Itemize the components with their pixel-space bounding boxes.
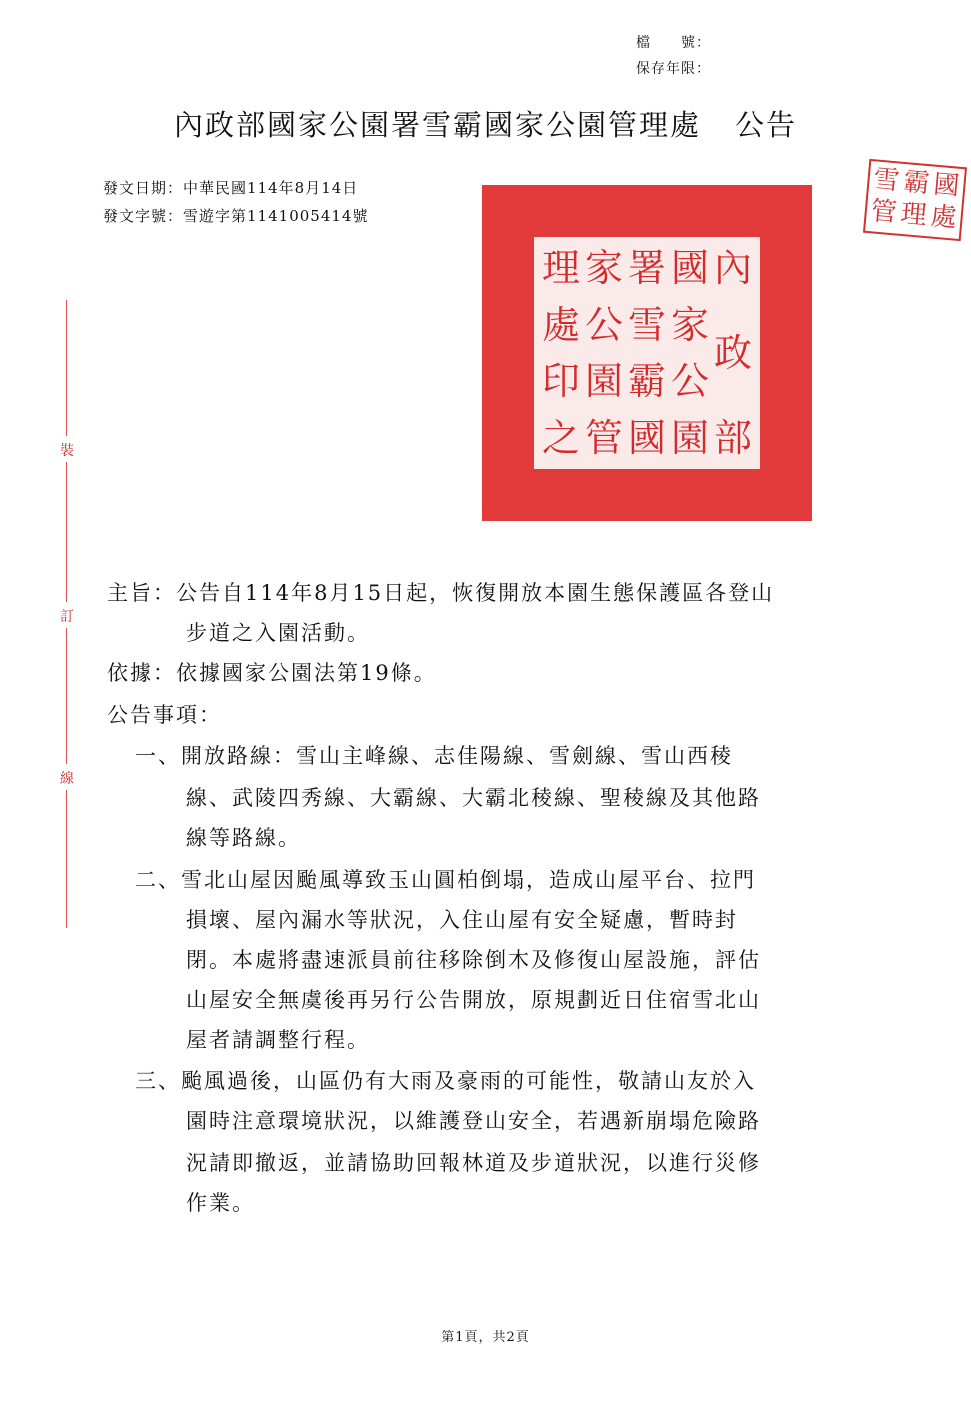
item-3-line-2: 園時注意環境狀況，以維護登山安全，若遇新崩塌危險路 <box>186 1109 761 1133</box>
file-number-label: 檔 號： <box>636 35 711 51</box>
small-stamp <box>863 159 967 241</box>
item-2-line-1: 二、雪北山屋因颱風導致玉山圓柏倒塌，造成山屋平台、拉門 <box>135 868 756 892</box>
page-title <box>0 103 971 144</box>
item-1-line-1: 一、開放路線：雪山主峰線、志佳陽線、雪劍線、雪山西稜 <box>135 744 733 768</box>
item-2-line-2: 損壞、屋內漏水等狀況，入住山屋有安全疑慮，暫時封 <box>186 908 738 932</box>
stamp-column: 霸 理 <box>899 166 931 232</box>
dispatch-date-label: 發文日期： <box>103 179 184 197</box>
binding-char-ding: 訂 <box>60 609 74 625</box>
subject-line-2: 步道之入園活動。 <box>186 621 370 645</box>
official-seal <box>482 185 812 521</box>
dispatch-number-value: 雪遊字第1141005414號 <box>183 207 369 225</box>
seal-column: 國 家 公 園 <box>670 246 709 460</box>
item-1-line-3: 線等路線。 <box>186 826 301 850</box>
dispatch-number <box>103 205 368 226</box>
basis-line: 依據：依據國家公園法第19條。 <box>107 661 437 685</box>
binding-char-zhuang: 裝 <box>60 443 74 459</box>
item-3-line-3: 況請即撤返，並請協助回報林道及步道狀況，以進行災修 <box>186 1151 761 1175</box>
seal-column: 家 公 園 管 <box>584 246 623 460</box>
item-2-line-3: 閉。本處將盡速派員前往移除倒木及修復山屋設施，評估 <box>186 948 761 972</box>
items-heading: 公告事項： <box>107 703 222 727</box>
stamp-column: 雪 管 <box>869 164 901 229</box>
dispatch-date <box>103 177 358 198</box>
item-3-line-4: 作業。 <box>186 1191 255 1215</box>
seal-column: 內 政 部 <box>713 246 752 460</box>
page-number: 第1頁，共2頁 <box>441 1330 530 1345</box>
seal-column: 理 處 印 之 <box>541 246 580 460</box>
retention-label: 保存年限： <box>636 61 711 77</box>
seal-column: 署 雪 霸 國 <box>627 246 666 460</box>
subject-line-1: 主旨：公告自114年8月15日起，恢復開放本園生態保護區各登山 <box>107 581 775 605</box>
binding-char-xian: 線 <box>60 771 74 787</box>
dispatch-date-value: 中華民國114年8月14日 <box>183 179 359 197</box>
doc-type: 公告 <box>735 108 798 142</box>
item-3-line-1: 三、颱風過後，山區仍有大雨及豪雨的可能性，敬請山友於入 <box>135 1069 756 1093</box>
binding-line <box>60 300 74 928</box>
item-1-line-2: 線、武陵四秀線、大霸線、大霸北稜線、聖稜線及其他路 <box>186 786 761 810</box>
dispatch-number-label: 發文字號： <box>103 207 184 225</box>
stamp-column: 國 處 <box>929 169 961 234</box>
item-2-line-5: 屋者請調整行程。 <box>186 1028 370 1052</box>
agency-name: 內政部國家公園署雪霸國家公園管理處 <box>173 108 701 142</box>
item-2-line-4: 山屋安全無虞後再另行公告開放，原規劃近日住宿雪北山 <box>186 988 761 1012</box>
